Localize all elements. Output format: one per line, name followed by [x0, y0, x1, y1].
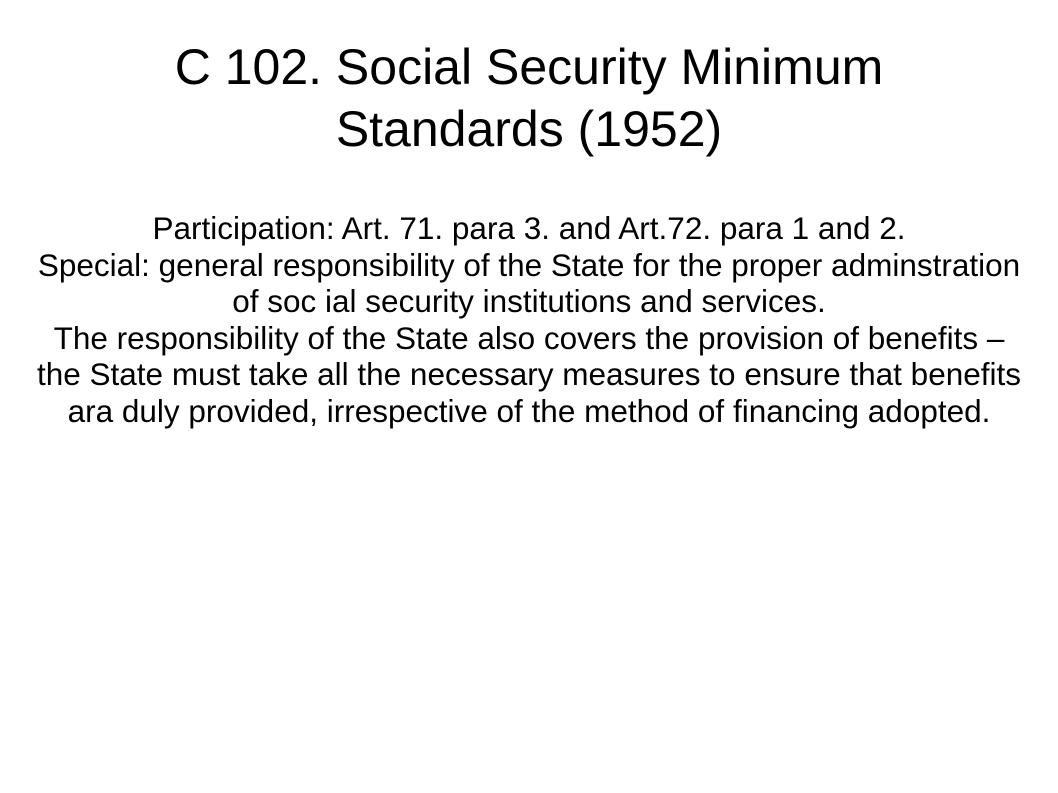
slide-title-line-2: Standards (1952): [335, 101, 723, 157]
special-paragraph: Special: general responsibility of the State for the proper adminstration of soc ial security institutions and services.: [37, 246, 1021, 319]
slide-title: [40, 36, 1018, 160]
state-responsibility-paragraph: The responsibility of the State also covers the provision of benefits – the State must take all the necessary measures to ensure that benefits ara duly provided, irrespective of the method of financing adopted.: [36, 319, 1022, 429]
participation-paragraph: Participation: Art. 71. para 3. and Art.72. para 1 and 2.: [152, 210, 906, 246]
slide-title-line-1: C 102. Social Security Minimum: [174, 39, 884, 95]
slide-body: [30, 210, 1028, 429]
